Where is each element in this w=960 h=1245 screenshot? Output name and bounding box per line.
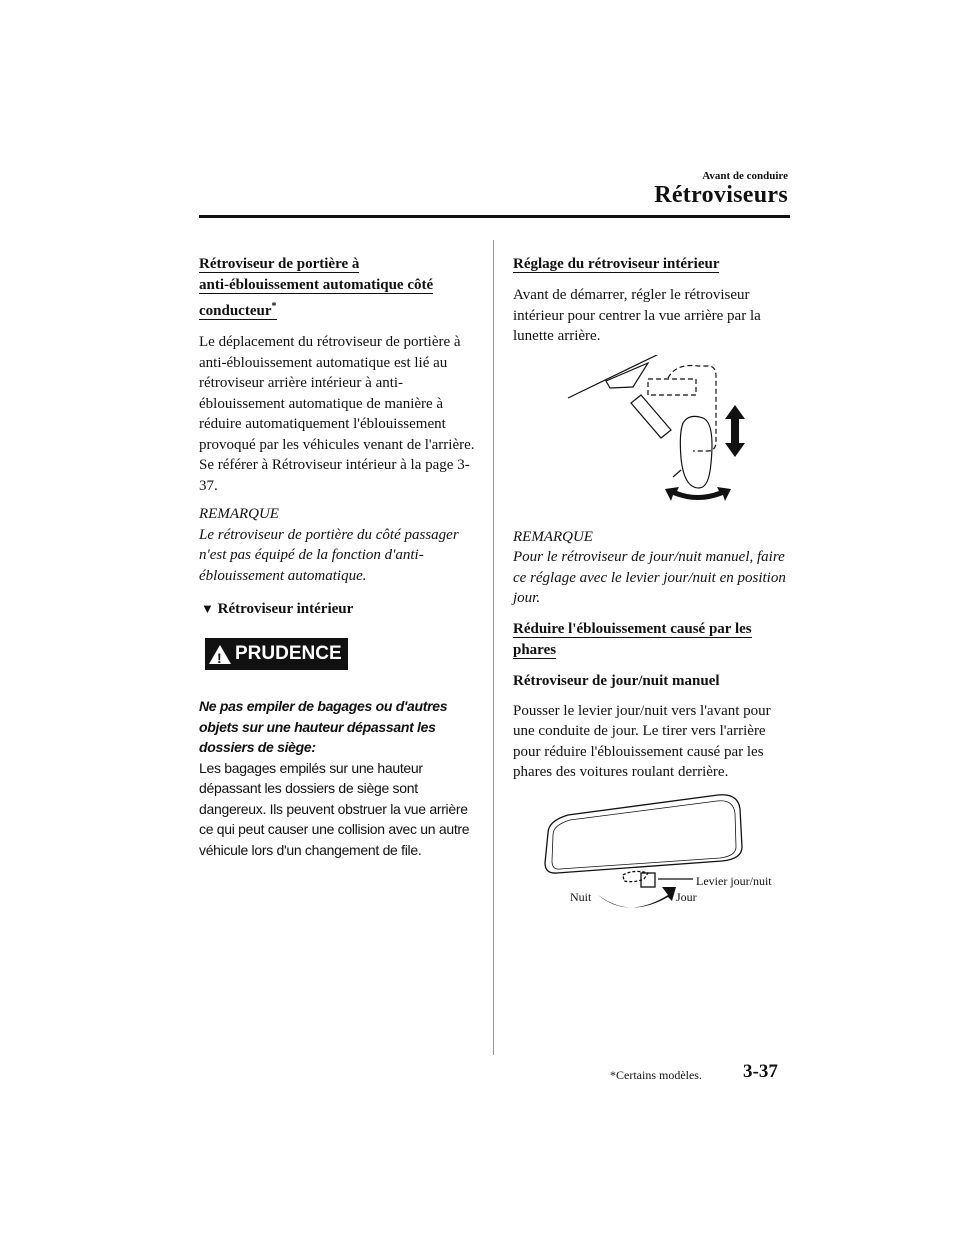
subheading: Rétroviseur de jour/nuit manuel	[513, 672, 720, 689]
note-text: Pour le rétroviseur de jour/nuit manuel, faire ce réglage avec le levier jour/nuit en position jour.	[513, 549, 786, 606]
day-night-mirror-illustration	[513, 793, 791, 933]
section-heading: Réglage du rétroviseur intérieur	[513, 256, 720, 272]
section-label: Avant de conduire	[702, 170, 788, 182]
note-text: Le rétroviseur de portière du côté passager n'est pas équipé de la fonction d'anti-éblouissement automatique.	[199, 526, 459, 584]
reference-text: Se référer à Rétroviseur intérieur à la page 3-37.	[199, 457, 470, 494]
right-column	[513, 254, 791, 933]
body-text: Avant de démarrer, régler le rétroviseur intérieur pour centrer la vue arrière par la lunette arrière.	[513, 287, 761, 344]
day-label: Jour	[676, 889, 697, 904]
mirror-adjust-illustration	[513, 355, 791, 515]
lever-label: Levier jour/nuit	[696, 873, 772, 888]
rotate-arrow-icon	[665, 487, 731, 501]
footnote: *Certains modèles.	[610, 1068, 702, 1082]
header-rule	[199, 215, 790, 218]
note-title: REMARQUE	[199, 506, 279, 522]
column-divider	[493, 240, 494, 1055]
warning-icon: !	[209, 645, 231, 664]
vertical-arrow-icon	[725, 405, 745, 457]
subsection-heading: ▼ Rétroviseur intérieur	[201, 601, 354, 617]
triangle-down-icon: ▼	[201, 601, 214, 616]
body-text: Le déplacement du rétroviseur de portière à anti-éblouissement automatique est lié au rétroviseur arrière intérieur à anti-éblouissement automatique de manière à réduire automatiquement l'éblouissement provoqué par les véhicules venant de l'arrière.	[199, 334, 475, 453]
body-text: Pousser le levier jour/nuit vers l'avant pour une conduite de jour. Le tirer vers l'arrière pour réduire l'éblouissement causé par les phares des voitures roulant derrière.	[513, 702, 771, 780]
night-label: Nuit	[570, 889, 592, 904]
day-night-arrow-icon	[598, 885, 678, 915]
note-title: REMARQUE	[513, 528, 593, 545]
caution-badge: ! PRUDENCE	[205, 638, 481, 670]
section-heading: Réduire l'éblouissement causé par les phares	[513, 620, 752, 658]
left-column	[199, 254, 481, 860]
section-heading: Rétroviseur de portière à anti-éblouissement automatique côté conducteur*	[199, 256, 434, 319]
page-number: 3-37	[743, 1061, 778, 1082]
caution-text: Ne pas empiler de bagages ou d'autres objets sur une hauteur dépassant les dossiers de siège: Les bagages empilés sur une hauteur dépassant les dossiers de siège sont dangereux. Ils peuvent obstruer la vue arrière ce qui peut causer une collision avec un autre véhicule lors d'un changement de file.	[199, 698, 470, 858]
page-title: Rétroviseurs	[654, 182, 788, 208]
